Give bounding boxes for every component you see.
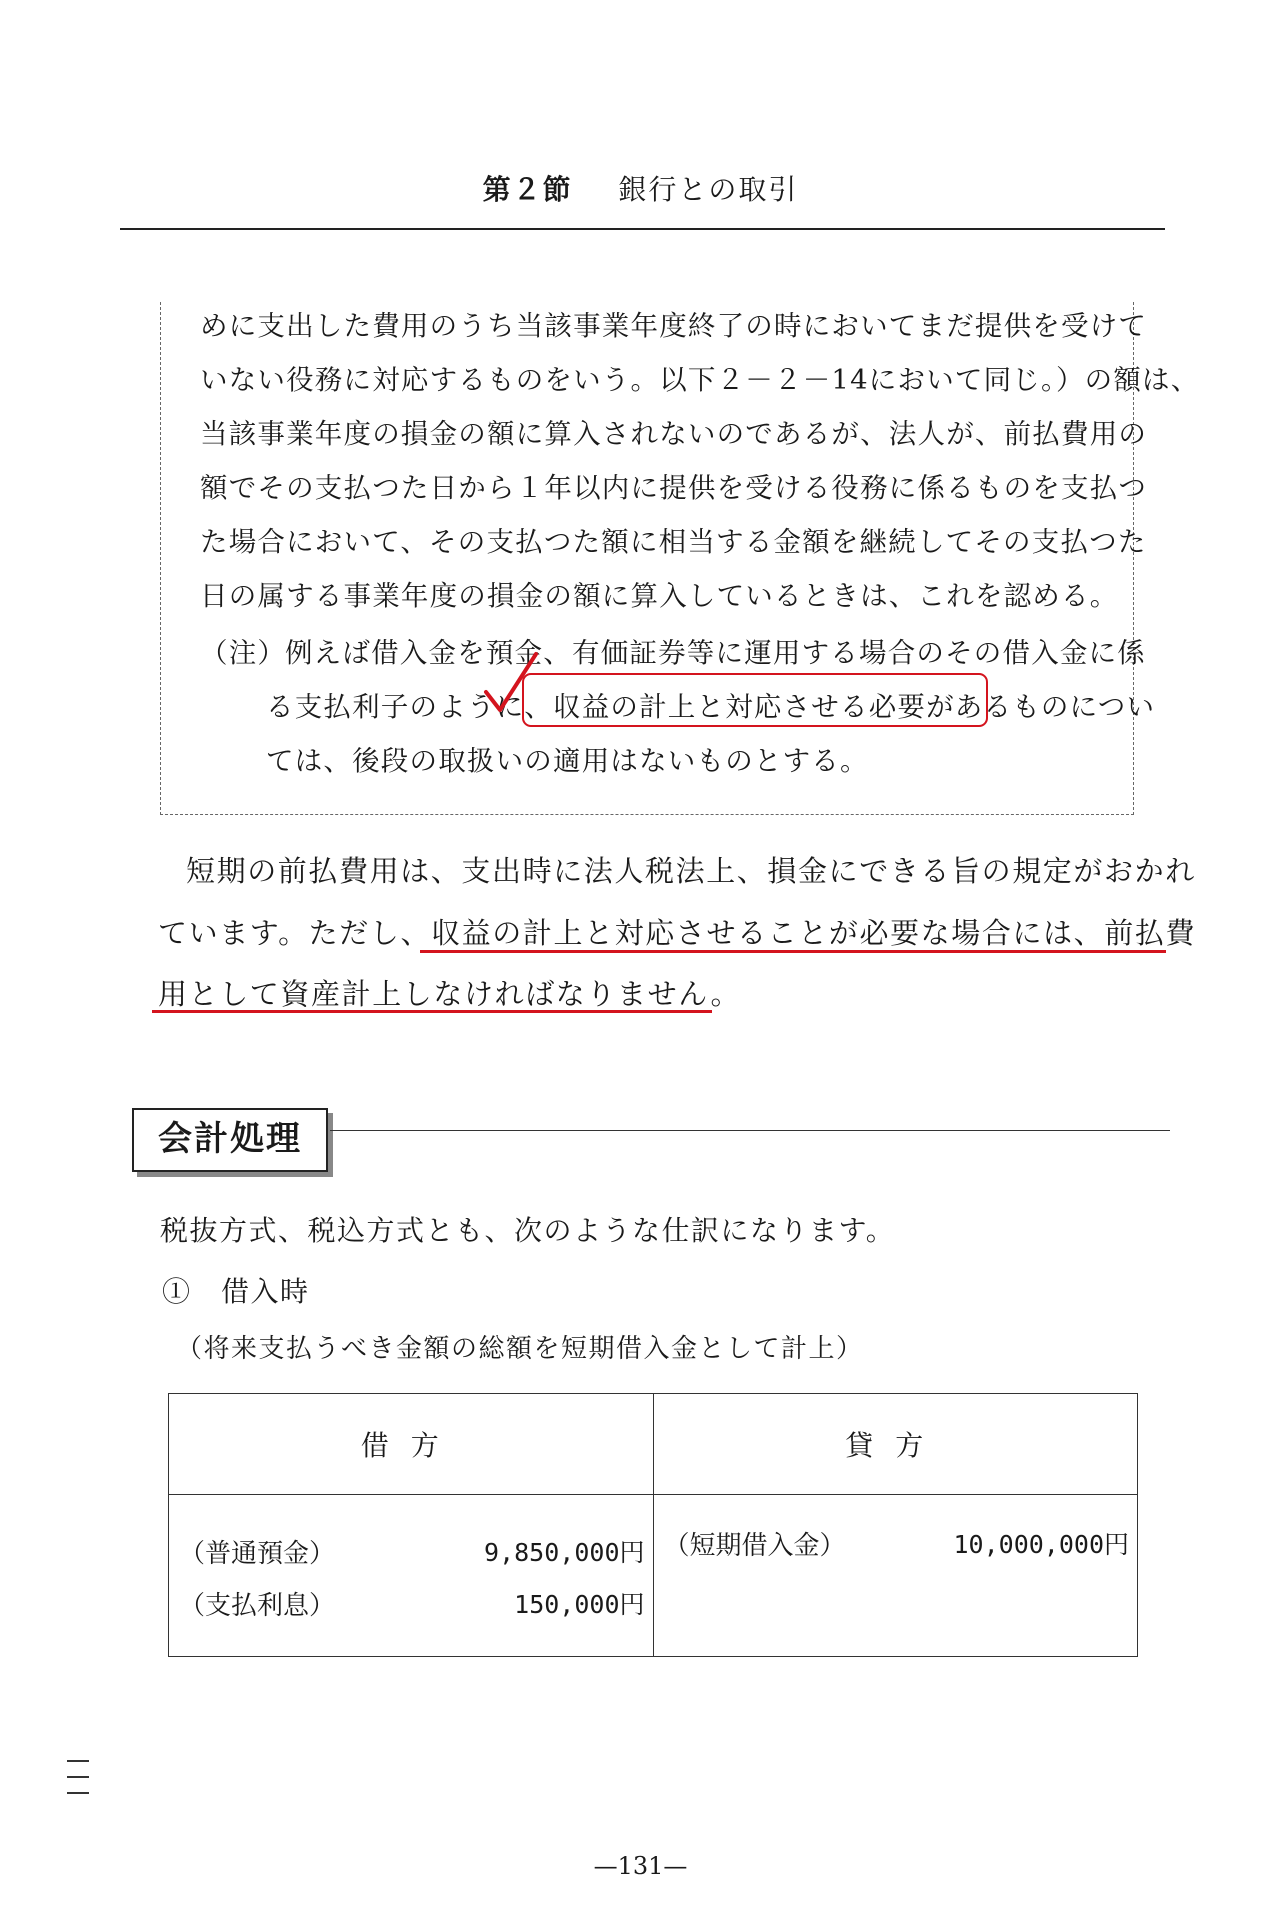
header-rule [120, 228, 1165, 230]
section-title: 銀行との取引 [618, 173, 799, 206]
highlight-box-annotation [522, 673, 988, 727]
debit-account: （普通預金） [179, 1539, 336, 1569]
debit-amount: 9,850,000円 [484, 1538, 645, 1567]
step-note: （将来支払うべき金額の総額を短期借入金として計上） [176, 1334, 864, 1364]
checkmark-annotation-icon [482, 648, 542, 718]
section-intro: 税抜方式、税込方式とも、次のような仕訳になります。 [160, 1214, 896, 1247]
red-underline-annotation [152, 1010, 712, 1013]
credit-cell [653, 1495, 1138, 1657]
explanation-line: 用として資産計上しなければなりません。 [158, 977, 742, 1011]
quote-line: いない役務に対応するものをいう。以下２－２－14において同じ。）の額は、 [200, 364, 1200, 396]
debit-account: （支払利息） [179, 1591, 336, 1621]
table-row [654, 1525, 1138, 1577]
debit-header: 借方 [169, 1394, 654, 1495]
credit-account: （短期借入金） [663, 1531, 846, 1561]
journal-entry-table [168, 1393, 1138, 1657]
explanation-line: ています。ただし、収益の計上と対応させることが必要な場合には、前払費 [158, 916, 1197, 950]
margin-tab-mark [67, 1760, 89, 1808]
debit-cell [169, 1495, 654, 1657]
explanation-line: 短期の前払費用は、支出時に法人税法上、損金にできる旨の規定がおかれ [186, 854, 1196, 888]
section-number: 第２節 [482, 173, 573, 206]
note-line: ては、後段の取扱いの適用はないものとする。 [266, 745, 869, 777]
quote-line: めに支出した費用のうち当該事業年度終了の時においてまだ提供を受けて [200, 310, 1148, 342]
credit-header: 貸方 [653, 1394, 1138, 1495]
red-underline-annotation [420, 950, 1166, 953]
table-row [169, 1533, 653, 1585]
quote-line: 額でその支払つた日から１年以内に提供を受ける役務に係るものを支払つ [200, 472, 1148, 504]
note-label: （注） [200, 637, 287, 669]
section-heading: 会計処理 [132, 1108, 328, 1172]
quote-line: 日の属する事業年度の損金の額に算入しているときは、これを認める。 [200, 580, 1119, 612]
table-row [169, 1585, 653, 1637]
step-heading: ① 借入時 [162, 1275, 310, 1308]
page-header-title [0, 168, 1281, 208]
section-rule [330, 1130, 1170, 1131]
note-line: 例えば借入金を預金、有価証券等に運用する場合のその借入金に係 [285, 637, 1146, 669]
quote-line: 当該事業年度の損金の額に算入されないのであるが、法人が、前払費用の [200, 418, 1148, 450]
debit-amount: 150,000円 [514, 1590, 645, 1619]
quote-line: た場合において、その支払つた額に相当する金額を継続してその支払つた [200, 526, 1147, 558]
page-number: —131— [593, 1852, 688, 1880]
credit-amount: 10,000,000円 [953, 1530, 1129, 1559]
note-line: る支払利子のように、収益の計上と対応させる必要があるものについ [266, 691, 1156, 723]
